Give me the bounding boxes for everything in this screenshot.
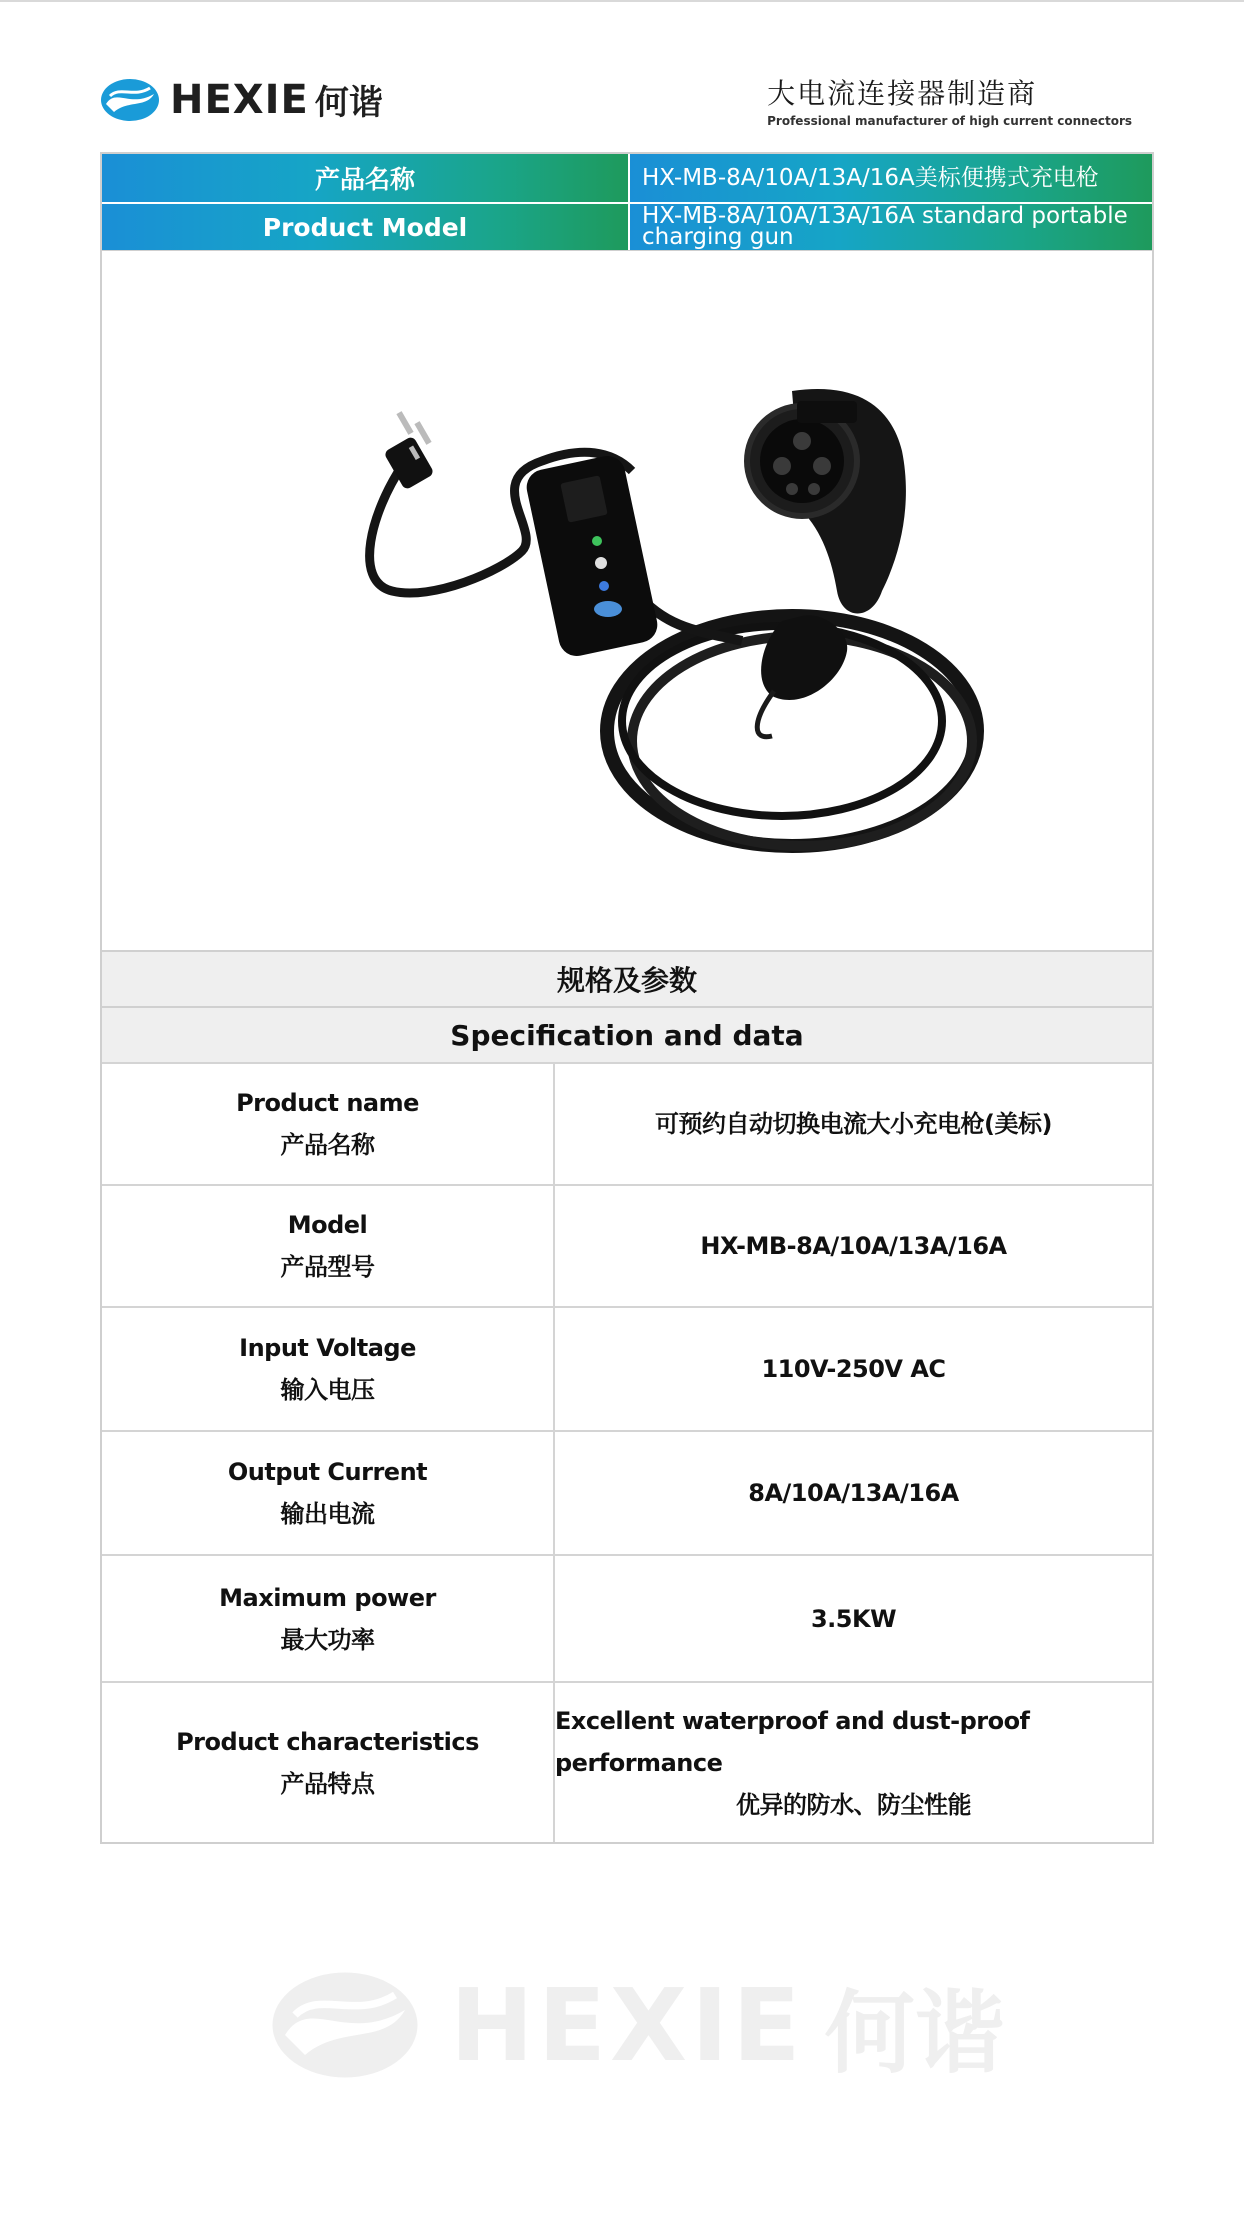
hexie-logo-icon <box>100 78 160 122</box>
watermark-chinese: 何谐 <box>824 1981 1005 2086</box>
spec-value <box>555 1308 1152 1430</box>
spec-value <box>555 1186 1152 1306</box>
spec-row-input-voltage <box>102 1306 1152 1430</box>
charging-gun-icon <box>747 389 906 613</box>
spec-label-en: Product name <box>236 1089 419 1117</box>
spec-label <box>102 1064 555 1184</box>
spec-value <box>555 1432 1152 1554</box>
spec-label <box>102 1186 555 1306</box>
spec-label-en: Input Voltage <box>239 1334 416 1362</box>
spec-value-text: Excellent waterproof and dust-proof performance <box>555 1706 1030 1777</box>
logo-chinese: 何谐 <box>314 83 383 123</box>
spec-row-maximum-power <box>102 1554 1152 1681</box>
product-image <box>102 250 1152 950</box>
spec-label-cn: 输出电流 <box>280 1500 375 1528</box>
ev-charger-image <box>102 251 1152 951</box>
spec-label-en: Maximum power <box>219 1583 436 1612</box>
spec-value <box>555 1064 1152 1184</box>
control-box-icon <box>523 453 660 660</box>
spec-label-cn: 产品型号 <box>280 1253 375 1281</box>
spec-label-cn: 最大功率 <box>280 1625 375 1654</box>
model-row-en <box>102 202 1152 250</box>
spec-value-text: 110V-250V AC <box>761 1355 946 1383</box>
spec-label <box>102 1556 555 1681</box>
tagline <box>767 72 1132 128</box>
page-header <box>0 0 1244 150</box>
spec-label <box>102 1432 555 1554</box>
spec-title-cn: 规格及参数 <box>102 950 1152 1006</box>
model-value-en: HX-MB-8A/10A/13A/16A standard portable charging gun <box>630 204 1152 250</box>
logo-wordmark: HEXIE <box>170 76 309 123</box>
spec-label-en: Product characteristics <box>176 1727 479 1756</box>
spec-row-output-current <box>102 1430 1152 1554</box>
spec-row-model <box>102 1184 1152 1306</box>
model-value-cn: HX-MB-8A/10A/13A/16A美标便携式充电枪 <box>630 154 1152 202</box>
spec-label-en: Model <box>287 1211 368 1239</box>
spec-label-cn: 产品名称 <box>280 1131 375 1159</box>
spec-label-cn: 输入电压 <box>280 1376 375 1404</box>
spec-value-text: HX-MB-8A/10A/13A/16A <box>700 1232 1007 1260</box>
watermark-wordmark: HEXIE <box>450 1966 805 2084</box>
spec-value-text-cn: 优异的防水、防尘性能 <box>736 1790 971 1819</box>
spec-row-product-name <box>102 1062 1152 1184</box>
spec-value <box>555 1683 1152 1842</box>
spec-value-text: 8A/10A/13A/16A <box>748 1479 959 1507</box>
spec-title-en: Specification and data <box>102 1006 1152 1062</box>
spec-sheet <box>100 152 1154 1844</box>
brand-logo <box>100 75 383 124</box>
spec-label <box>102 1683 555 1842</box>
spec-value-text: 3.5KW <box>810 1604 897 1633</box>
model-label-cn: 产品名称 <box>102 154 630 202</box>
spec-label <box>102 1308 555 1430</box>
spec-label-en: Output Current <box>227 1458 428 1486</box>
model-label-en: Product Model <box>102 204 630 250</box>
spec-value-text: 可预约自动切换电流大小充电枪(美标) <box>655 1110 1052 1138</box>
brand-watermark <box>270 1960 1005 2090</box>
tagline-english: Professional manufacturer of high current connectors <box>767 114 1132 128</box>
spec-label-cn: 产品特点 <box>280 1769 375 1798</box>
hexie-watermark-icon <box>270 1970 420 2080</box>
tagline-chinese: 大电流连接器制造商 <box>767 77 1038 110</box>
model-row-cn <box>102 154 1152 202</box>
spec-value <box>555 1556 1152 1681</box>
spec-row-product-characteristics <box>102 1681 1152 1842</box>
